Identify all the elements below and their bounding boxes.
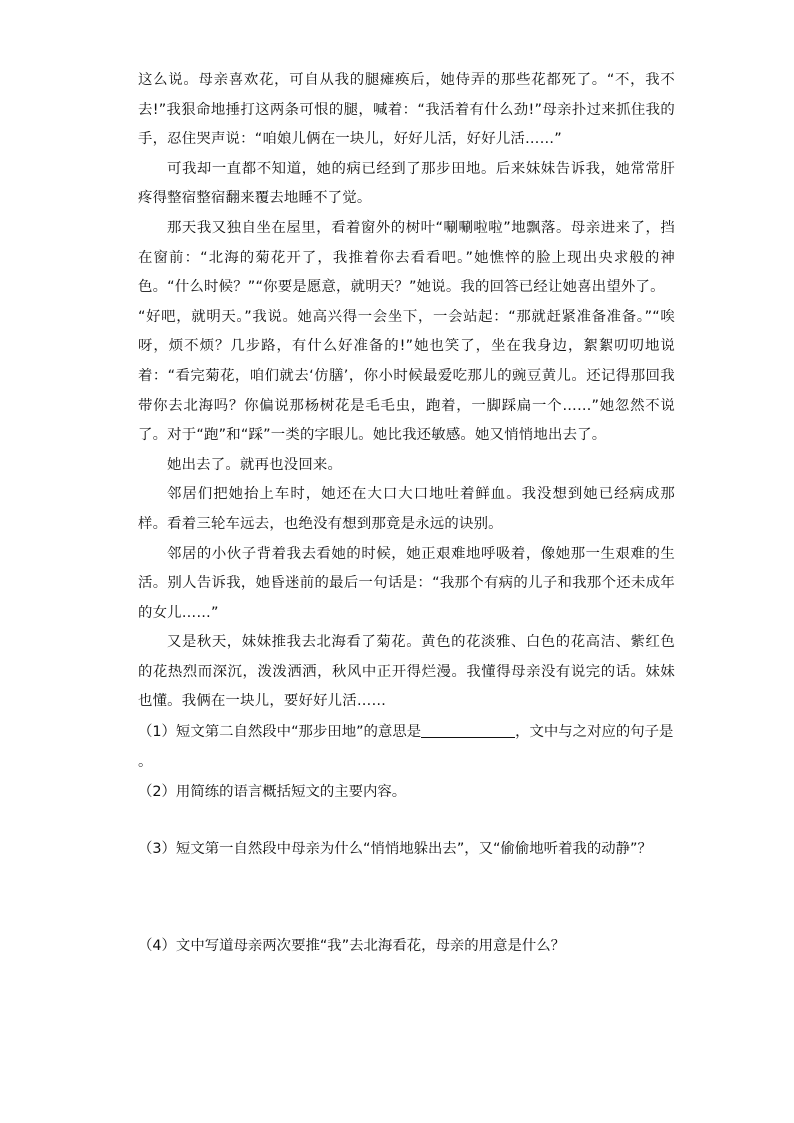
question-2: （2）用简练的语言概括短文的主要内容。: [138, 784, 407, 801]
question-1-text-before: （1）短文第二自然段中“那步田地”的意思是: [138, 724, 422, 741]
passage-paragraph-3: 那天我又独自坐在屋里，看着窗外的树叶“唰唰啦啦”地飘落。母亲进来了，挡在窗前：“北海的菊花开了，我推着你去看看吧。”她憔悴的脸上现出央求般的神色。“什么时候？”“你要是愿意，就明天？”她说。我的回答已经让她喜出望外了。: [138, 219, 675, 296]
question-4: （4）文中写道母亲两次要推“我”去北海看花，母亲的用意是什么？: [138, 938, 566, 955]
passage-paragraph-8: 又是秋天，妹妹推我去北海看了菊花。黄色的花淡雅、白色的花高洁、紫红色的花热烈而深沉，泼泼洒洒，秋风中正开得烂漫。我懂得母亲没有说完的话。妹妹也懂。我俩在一块儿，要好好儿活……: [138, 634, 675, 710]
question-1: [138, 717, 675, 777]
document-page: [138, 66, 675, 961]
question-3: （3）短文第一自然段中母亲为什么“悄悄地躲出去”，又“偷偷地听着我的动静”？: [138, 841, 652, 858]
passage-paragraph-7: 邻居的小伙子背着我去看她的时候，她正艰难地呼吸着，像她那一生艰难的生活。别人告诉我，她昏迷前的最后一句话是：“我那个有病的儿子和我那个还未成年的女儿……”: [138, 545, 675, 621]
passage-paragraph-1: 这么说。母亲喜欢花，可自从我的腿瘫痪后，她侍弄的那些花都死了。“不，我不去!”我狠命地捶打这两条可恨的腿，喊着：“我活着有什么劲!”母亲扑过来抓住我的手，忍住哭声说：“咱娘儿俩在一块儿，好好儿活，好好儿活……”: [138, 72, 675, 148]
passage-paragraph-5: 她出去了。就再也没回来。: [167, 456, 343, 473]
question-1-text-after: ，文中与之对应的句子是: [515, 724, 674, 741]
question-1-answer-blank[interactable]: [421, 723, 515, 738]
question-1-text-end: 。: [138, 754, 153, 771]
passage-paragraph-6: 邻居们把她抬上车时，她还在大口大口地吐着鲜血。我没想到她已经病成那样。看着三轮车远去，也绝没有想到那竟是永远的诀别。: [138, 486, 675, 532]
passage-paragraph-2: 可我却一直都不知道，她的病已经到了那步田地。后来妹妹告诉我，她常常肝疼得整宿整宿翻来覆去地睡不了觉。: [138, 160, 675, 207]
passage-paragraph-4: “好吧，就明天。”我说。她高兴得一会坐下，一会站起：“那就赶紧准备准备。”“唉呀，烦不烦？几步路，有什么好准备的!”她也笑了，坐在我身边，絮絮叨叨地说着：“看完菊花，咱们就去‘仿膳’，你小时候最爱吃那儿的豌豆黄儿。还记得那回我带你去北海吗？你偏说那杨树花是毛毛虫，跑着，一脚踩扁一个……”她忽然不说了。对于“跑”和“踩”一类的字眼儿。她比我还敏感。她又悄悄地出去了。: [138, 308, 675, 444]
